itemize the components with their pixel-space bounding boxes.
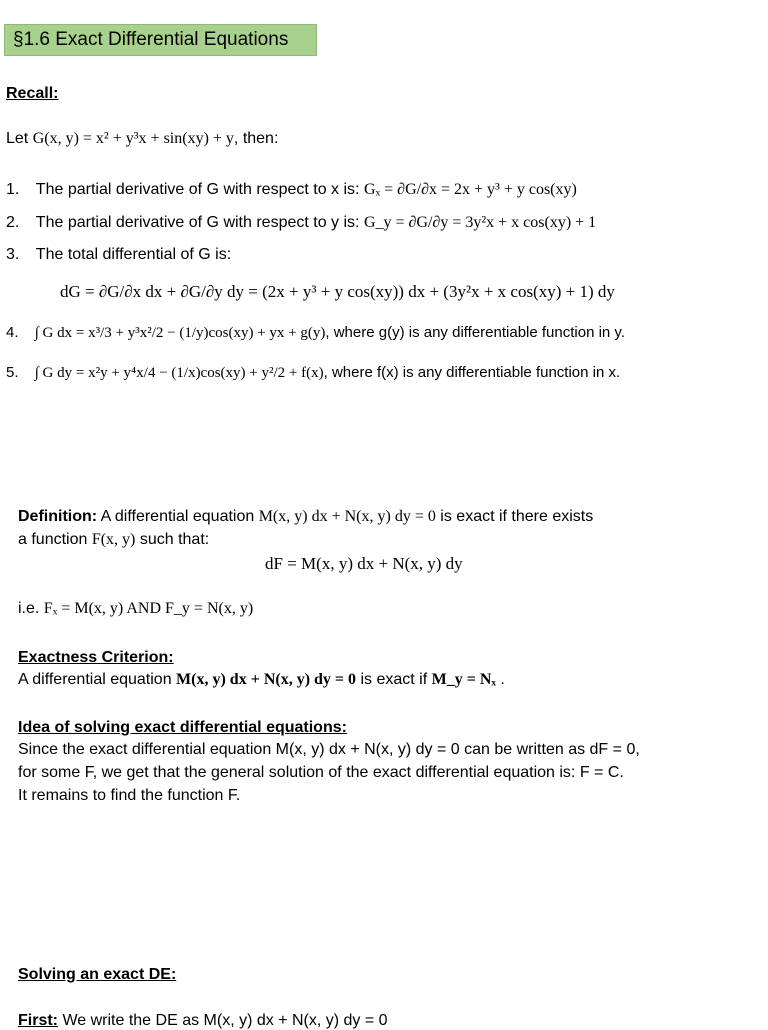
idea-line-1: Since the exact differential equation M(x, y) dx + N(x, y) dy = 0 can be written as dF = 0, [18,741,640,758]
definition-math-2: F(x, y) [91,531,136,548]
recall-item-1 [6,181,577,199]
recall-item-3 [6,246,231,264]
definition-label: Definition: [18,508,98,525]
ie-prefix: i.e. [18,600,44,617]
item-text: , where g(y) is any differentiable function in y. [325,324,625,341]
criterion-text: A differential equation [18,671,177,688]
item-text: The partial derivative of G with respect to y is: [35,214,360,231]
total-differential-formula: dG = ∂G/∂x dx + ∂G/∂y dy = (2x + y³ + y cos(xy)) dx + (3y²x + x cos(xy) + 1) dy [60,282,615,301]
idea-line-3: It remains to find the function F. [18,787,241,804]
criterion-end: . [495,671,505,688]
section-title-box [4,24,317,56]
recall-intro-math: G(x, y) = x² + y³x + sin(xy) + y [32,130,234,147]
idea-heading: Idea of solving exact differential equations: [18,719,347,736]
definition-math: M(x, y) dx + N(x, y) dy = 0 [258,508,436,525]
definition-line-2 [18,531,209,549]
definition-ie-line [18,600,253,618]
recall-heading: Recall: [6,85,59,102]
item-number: 1. [6,181,20,198]
item-math: G_y = ∂G/∂y = 3y²x + x cos(xy) + 1 [363,214,597,231]
item-text: The partial derivative of G with respect to x is: [35,181,360,198]
criterion-heading: Exactness Criterion: [18,649,174,666]
definition-line-1 [18,508,593,526]
first-label: First: [18,1012,58,1029]
recall-item-5 [6,364,620,382]
solving-first-line [18,1012,388,1030]
idea-line-2: for some F, we get that the general solution of the exact differential equation is: F = C. [18,764,624,781]
recall-item-4 [6,324,625,342]
ie-math: Fₓ = M(x, y) AND F_y = N(x, y) [43,600,254,617]
recall-item-2 [6,214,596,232]
criterion-line [18,671,505,689]
criterion-middle: is exact if [356,671,432,688]
item-math: ∫ G dy = x²y + y⁴x/4 − (1/x)cos(xy) + y²/2 + f(x) [34,365,324,381]
definition-end: is exact if there exists [435,508,594,525]
item-number: 3. [6,246,20,263]
recall-intro [6,130,278,148]
criterion-condition: M_y = Nₓ [431,671,496,688]
item-number: 5. [6,364,19,381]
first-text: We write the DE as M(x, y) dx + N(x, y) dy = 0 [58,1012,388,1029]
recall-intro-prefix: Let [6,130,33,147]
item-text: The total differential of G is: [35,246,232,263]
definition-text-2: a function [18,531,92,548]
solving-heading: Solving an exact DE: [18,966,177,983]
item-math: ∫ G dx = x³/3 + y³x²/2 − (1/y)cos(xy) + yx + g(y) [34,325,326,341]
criterion-math: M(x, y) dx + N(x, y) dy = 0 [176,671,357,688]
item-number: 4. [6,324,19,341]
item-math: Gₓ = ∂G/∂x = 2x + y³ + y cos(xy) [363,181,577,198]
definition-end-2: such that: [135,531,210,548]
definition-display-equation: dF = M(x, y) dx + N(x, y) dy [265,554,463,573]
item-text: , where f(x) is any differentiable function in x. [323,364,621,381]
section-title: §1.6 Exact Differential Equations [13,29,289,50]
definition-text: A differential equation [97,508,259,525]
recall-intro-suffix: , then: [233,130,279,147]
item-number: 2. [6,214,20,231]
